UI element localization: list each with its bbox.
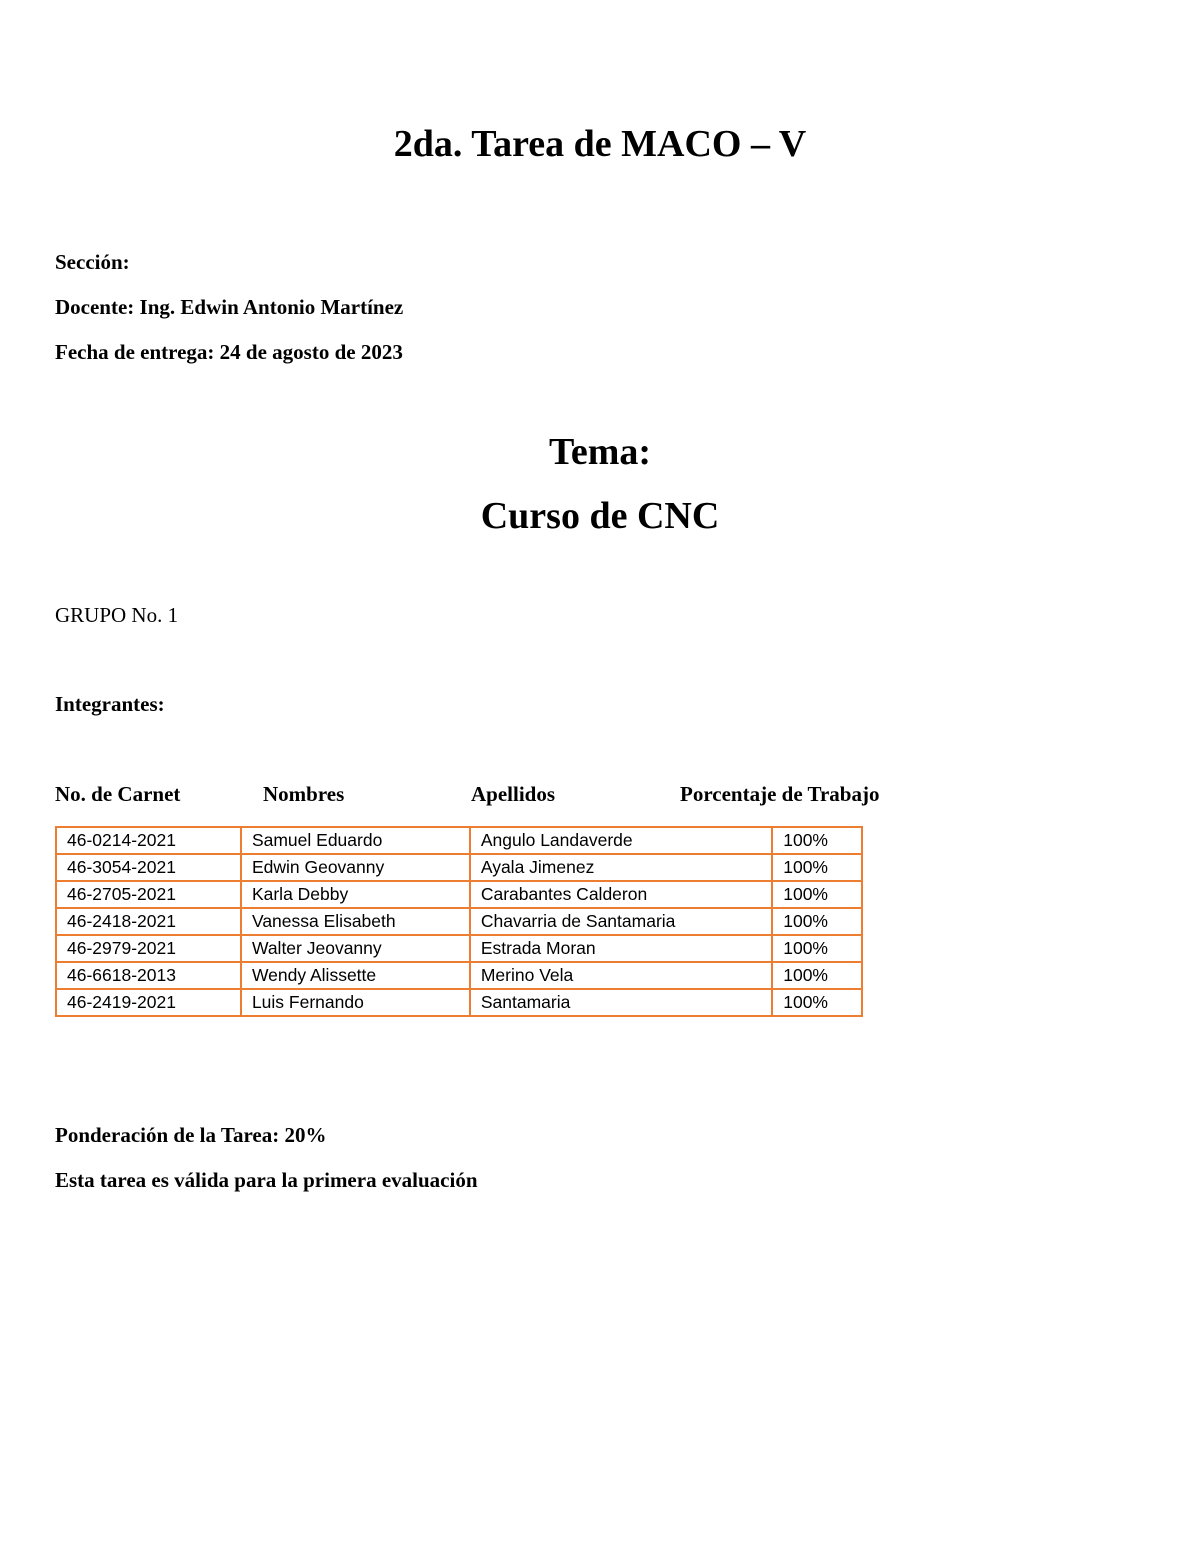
porcentaje-cell: 100% (772, 935, 862, 962)
header-carnet: No. de Carnet (55, 782, 181, 806)
table-row (56, 935, 862, 962)
table-row (56, 962, 862, 989)
docente-line: Docente: Ing. Edwin Antonio Martínez (55, 295, 404, 319)
porcentaje-cell: 100% (772, 962, 862, 989)
apellidos-cell: Estrada Moran (470, 935, 772, 962)
porcentaje-cell: 100% (772, 854, 862, 881)
porcentaje-cell: 100% (772, 827, 862, 854)
porcentaje-cell: 100% (772, 989, 862, 1016)
nombres-cell: Luis Fernando (241, 989, 470, 1016)
carnet-cell: 46-2979-2021 (56, 935, 241, 962)
header-apellidos: Apellidos (471, 782, 556, 806)
seccion-label: Sección: (55, 250, 130, 274)
porcentaje-cell: 100% (772, 908, 862, 935)
fecha-entrega-line: Fecha de entrega: 24 de agosto de 2023 (55, 340, 403, 364)
nombres-cell: Samuel Eduardo (241, 827, 470, 854)
porcentaje-cell: 100% (772, 881, 862, 908)
apellidos-cell: Carabantes Calderon (470, 881, 772, 908)
carnet-cell: 46-2705-2021 (56, 881, 241, 908)
apellidos-cell: Chavarria de Santamaria (470, 908, 772, 935)
validez-line: Esta tarea es válida para la primera evaluación (55, 1168, 478, 1192)
carnet-cell: 46-6618-2013 (56, 962, 241, 989)
carnet-cell: 46-0214-2021 (56, 827, 241, 854)
integrantes-label: Integrantes: (55, 692, 165, 716)
apellidos-cell: Santamaria (470, 989, 772, 1016)
members-table (55, 826, 863, 1017)
tema-value: Curso de CNC (480, 495, 720, 537)
nombres-cell: Walter Jeovanny (241, 935, 470, 962)
carnet-cell: 46-2418-2021 (56, 908, 241, 935)
table-row (56, 989, 862, 1016)
tema-label: Tema: (548, 431, 652, 473)
apellidos-cell: Ayala Jimenez (470, 854, 772, 881)
header-porcentaje: Porcentaje de Trabajo (680, 782, 880, 806)
carnet-cell: 46-2419-2021 (56, 989, 241, 1016)
ponderacion-line: Ponderación de la Tarea: 20% (55, 1123, 327, 1147)
carnet-cell: 46-3054-2021 (56, 854, 241, 881)
nombres-cell: Edwin Geovanny (241, 854, 470, 881)
apellidos-cell: Angulo Landaverde (470, 827, 772, 854)
table-row (56, 827, 862, 854)
nombres-cell: Wendy Alissette (241, 962, 470, 989)
nombres-cell: Vanessa Elisabeth (241, 908, 470, 935)
table-row (56, 854, 862, 881)
apellidos-cell: Merino Vela (470, 962, 772, 989)
table-row (56, 881, 862, 908)
grupo-line: GRUPO No. 1 (55, 603, 179, 627)
nombres-cell: Karla Debby (241, 881, 470, 908)
header-nombres: Nombres (263, 782, 345, 806)
table-row (56, 908, 862, 935)
document-title: 2da. Tarea de MACO – V (393, 123, 807, 165)
